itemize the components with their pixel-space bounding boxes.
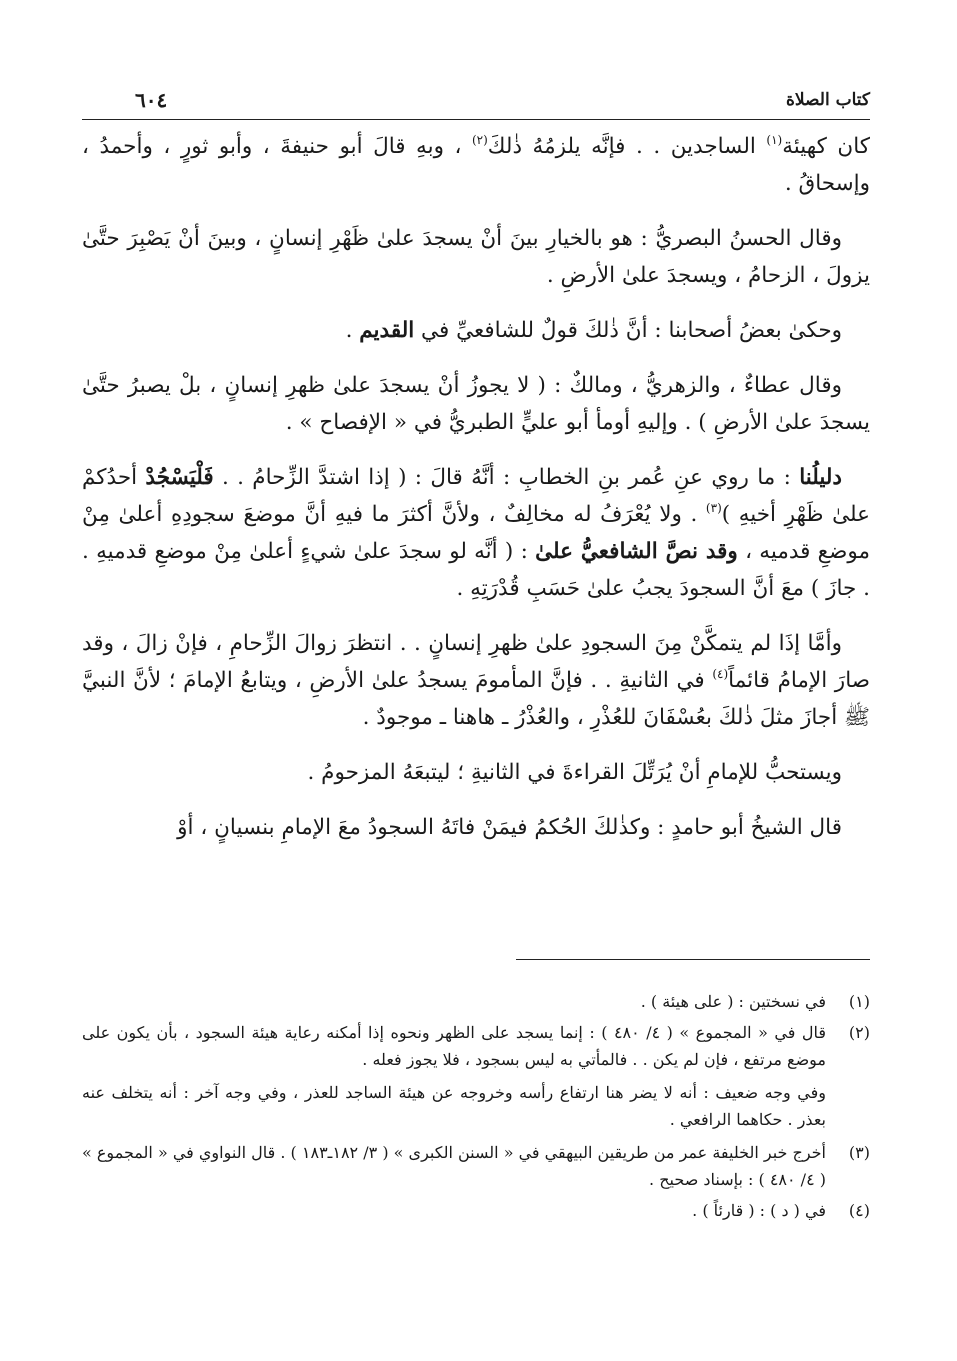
text-run: : ( أنَّه لو سجدَ علىٰ شيءٍ أعلىٰ مِنْ موضعِ قدميهِ . . جازَ ) معَ أنَّ السجودَ يجبُ علىٰ حَسَبِ قُدْرَتِهِ . (82, 539, 870, 601)
text-run: أحدُكمْ علىٰ ظَهْرِ أخيهِ ) (82, 465, 871, 527)
text-run: وقال عطاءٌ ، والزهريُّ ، ومالكٌ : ( لا يجوزُ أنْ يسجدَ علىٰ ظهرِ إنسانٍ ، بلْ يصبرُ حتَّىٰ يسجدَ علىٰ الأرضِ ) . وإليهِ أومأ أبو عليٍّ الطبريُّ في « الإفصاح » . (82, 373, 870, 435)
text-run: كان كهيئة (782, 134, 870, 159)
footnote-marker: (٢) (471, 133, 488, 147)
paragraph (82, 459, 870, 607)
text-run: وحكىٰ بعضُ أصحابنا : أنَّ ذٰلكَ قولٌ للشافعيِّ في (414, 318, 842, 343)
paragraph (82, 220, 870, 294)
footnote-marker: (٤) (712, 667, 729, 681)
footnote-number: (١) (848, 992, 870, 1011)
header-rule (82, 119, 870, 120)
footnote-text: أخرج خبر الخليفة عمر من طريقين البيهقي في « السنن الكبرى » ( ٣/ ١٨٢ـ١٨٣ ) . قال النواوي في « المجموع » ( ٤/ ٤٨٠ ) : بإسناد صحيح . (82, 1143, 826, 1189)
footnote (82, 1019, 870, 1073)
page-number: ٦٠٤ (135, 88, 168, 112)
text-run: . (345, 318, 360, 343)
footnote-text: قال في « المجموع » ( ٤/ ٤٨٠ ) : إنما يسجد على الظهر ونحوه إذا أمكنه رعاية هيئة السجود ، بأن يكون على موضع مرتفع ، فإن لم يكن . . فالمأتي به ليس بسجود ، فلا يجوز فعله . (82, 1023, 826, 1069)
paragraph (82, 809, 870, 846)
footnote-number: (٢) (848, 1023, 870, 1042)
footnote-text: في ( د ) : ( قارئاً ) . (692, 1201, 826, 1220)
footnote-number: (٣) (848, 1143, 870, 1162)
footnotes (82, 988, 870, 1228)
paragraph (82, 367, 870, 441)
footnote-continuation: وفي وجه ضعيف : أنه لا يضر هنا ارتفاع رأسه وخروجه عن هيئة الساجد للعذر ، وفي وجه آخر : أنه يتخلف عنه بعذر . حكاهما الرافعي . (82, 1083, 826, 1129)
footnote (82, 1139, 870, 1193)
bold-text: دليلُنا (799, 465, 842, 490)
text-run: وقال الحسنُ البصريُّ : هو بالخيارِ بينَ أنْ يسجدَ علىٰ ظَهْرِ إنسانٍ ، وبينَ أنْ يَصْبِرَ حتَّىٰ يزولَ ، الزحامُ ، ويسجدَ علىٰ الأرضِ . (82, 226, 870, 288)
paragraph (82, 312, 870, 349)
chapter-title: كتاب الصلاة (785, 90, 870, 110)
text-run: ويستحبُّ للإمامِ أنْ يُرَتِّلَ القراءةَ في الثانيةِ ؛ ليتبعَهُ المزحومُ . (307, 760, 842, 785)
paragraph (82, 754, 870, 791)
main-text (82, 128, 870, 864)
footnote (82, 1197, 870, 1224)
text-run: وأمَّا إذَا لم يتمكَّنْ مِنَ السجودِ علىٰ ظهرِ إنسانٍ . . انتظرَ زوالَ الزِّحامِ ، فإنْ زالَ ، وقد صارَ الإمامُ قائماً (82, 631, 870, 693)
bold-text: وقد نصَّ الشافعيُّ علىٰ (535, 539, 738, 564)
footnote-marker: (١) (766, 133, 783, 147)
text-run: . ولا يُعْرَفُ له مخالِفٌ ، ولأنَّ أكثرَ ما فيهِ أنَّ موضعَ سجودِهِ أعلىٰ مِنْ موضعِ قدميه ، (82, 502, 870, 564)
paragraph (82, 128, 870, 202)
paragraph (82, 625, 870, 736)
footnote-text: في نسختين : ( على هيئة ) . (640, 992, 826, 1011)
footnote-number: (٤) (848, 1201, 870, 1220)
bold-text: القديم (359, 318, 415, 343)
text-run: في الثانيةِ . . فإنَّ المأمومَ يسجدُ علىٰ الأرضِ ، ويتابعُ الإمامَ ؛ لأنَّ النبيَّ ﷺ أجازَ مثلَ ذٰلكَ بعُسْفَانَ للعُذْرِ ، والعُذْرُ ـ هاهنا ـ موجودٌ . (82, 668, 870, 730)
bold-text: فَلْيَسْجُدْ (145, 465, 214, 490)
text-run: قال الشيخُ أبو حامدٍ : وكذٰلكَ الحُكمُ فيمَنْ فاتَهُ السجودُ معَ الإمامِ بنسيانٍ ، أوْ (177, 815, 842, 840)
text-run: : ما روي عنِ عُمر بنِ الخطابِ : أنَّهُ قالَ : ( إذا اشتدَّ الزِّحامُ . . (213, 465, 800, 490)
footnote (82, 988, 870, 1015)
text-run: الساجدين . . فإنَّه يلزمُهُ ذٰلكَ (487, 134, 767, 159)
page-header (80, 88, 870, 116)
footnote-separator (516, 959, 870, 960)
text-run: ، وبهِ قالَ أبو حنيفةَ ، وأبو ثورٍ ، وأحمدُ ، وإسحاقُ . (82, 134, 870, 196)
footnote-marker: (٣) (705, 501, 722, 515)
